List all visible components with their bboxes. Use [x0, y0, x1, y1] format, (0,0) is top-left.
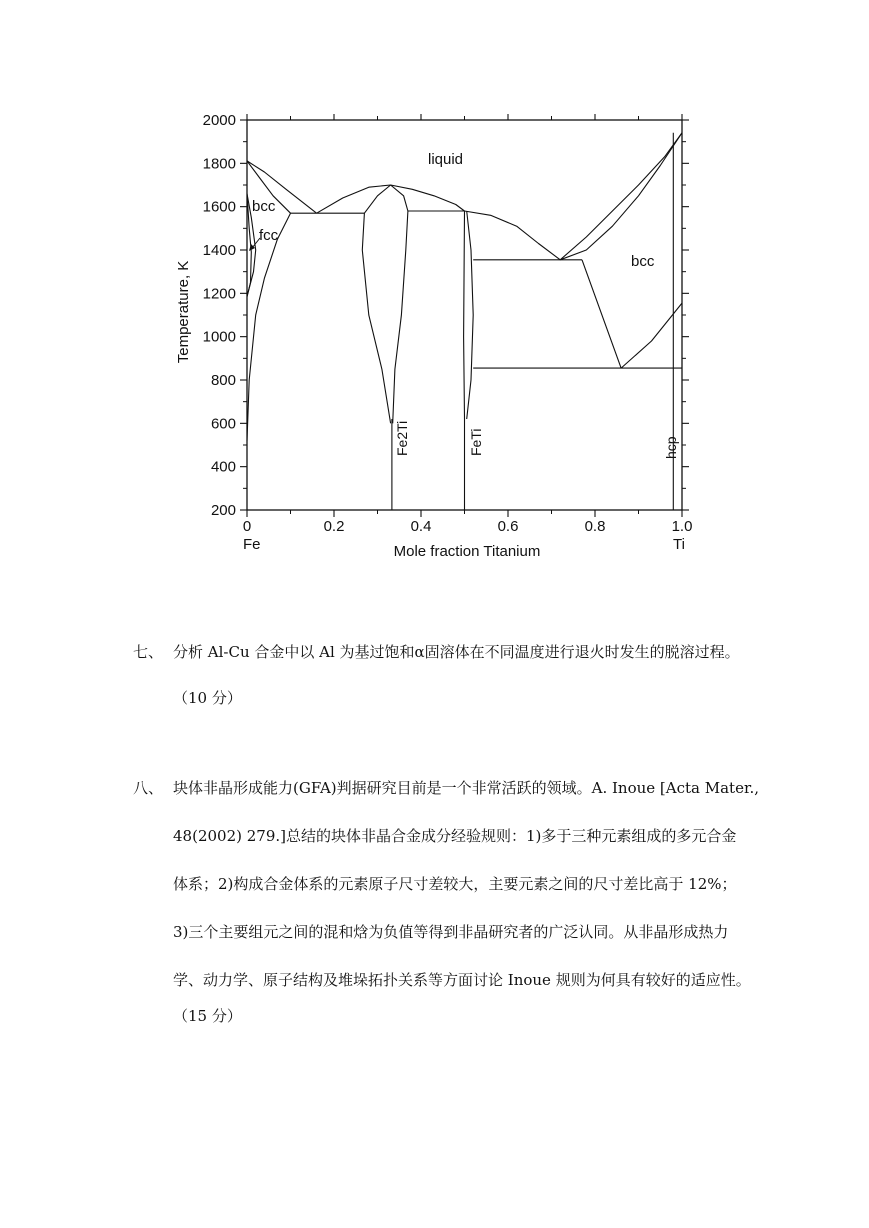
question-line: 分析 Al-Cu 合金中以 Al 为基过饱和α固溶体在不同温度进行退火时发生的脱溶过程。: [173, 643, 740, 661]
x-tick-label: 0.2: [323, 518, 345, 535]
x-tick-label: 1.0: [671, 518, 693, 535]
y-tick-label: 1800: [202, 155, 236, 173]
x-end-label-fe: Fe: [243, 536, 261, 553]
phase-label-bcc-left: bcc: [252, 198, 276, 215]
question-line: 块体非晶形成能力(GFA)判据研究目前是一个非常活跃的领域。A. Inoue [Acta Mater.,: [173, 779, 760, 797]
question-number: 七、: [133, 643, 164, 661]
question-score: （15 分）: [173, 1007, 242, 1025]
question-line: 48(2002) 279.]总结的块体非晶合金成分经验规则：1)多于三种元素组成的多元合金: [173, 827, 737, 845]
y-tick-label: 1200: [202, 285, 236, 303]
question-line: 3)三个主要组元之间的混和焓为负值等得到非晶研究者的广泛认同。从非晶形成热力: [173, 923, 729, 941]
y-tick-label: 2000: [202, 112, 236, 129]
phase-label-liquid: liquid: [428, 151, 464, 168]
question-line: 学、动力学、原子结构及堆垛拓扑关系等方面讨论 Inoue 规则为何具有较好的适应性。: [173, 971, 751, 989]
question-score: （10 分）: [173, 689, 242, 707]
question-number: 八、: [133, 779, 164, 797]
x-end-label-ti: Ti: [673, 536, 685, 553]
phase-boundary-17: [467, 211, 474, 419]
phase-boundary-11: [582, 260, 621, 368]
axis-ticks: [203, 112, 693, 535]
x-tick-label: 0.6: [497, 518, 519, 535]
y-tick-label: 200: [210, 502, 236, 519]
phase-label-fe2ti: Fe2Ti: [394, 420, 410, 456]
y-tick-label: 1000: [202, 328, 236, 346]
phase-boundary-14: [391, 185, 408, 423]
phase-boundary-5: [560, 133, 682, 260]
phase-label-fcc: fcc: [259, 227, 279, 244]
x-tick-label: 0: [242, 518, 252, 535]
question-line: 体系；2)构成合金体系的元素原子尺寸差较大，主要元素之间的尺寸差比高于 12%；: [173, 875, 737, 893]
phase-boundary-16: [464, 211, 465, 419]
x-tick-label: 0.4: [410, 518, 432, 535]
phase-boundary-3: [317, 185, 465, 213]
y-tick-label: 400: [210, 458, 236, 476]
phase-label-hcp: hcp: [663, 436, 679, 459]
phase-label-bcc-right: bcc: [631, 253, 655, 270]
phase-diagram: [0, 0, 869, 600]
phase-boundary-4: [465, 211, 561, 260]
x-tick-label: 0.8: [584, 518, 606, 535]
phase-boundary-13: [362, 185, 390, 423]
y-axis-label: Temperature, K: [175, 260, 192, 364]
y-tick-label: 600: [210, 415, 236, 433]
phase-boundaries: [247, 133, 682, 510]
phase-boundary-6: [560, 133, 682, 260]
y-tick-label: 1600: [202, 198, 236, 216]
phase-label-feti: FeTi: [468, 428, 484, 456]
x-axis-label: Mole fraction Titanium: [393, 543, 541, 560]
y-tick-label: 1400: [202, 242, 236, 259]
y-tick-label: 800: [210, 372, 236, 389]
